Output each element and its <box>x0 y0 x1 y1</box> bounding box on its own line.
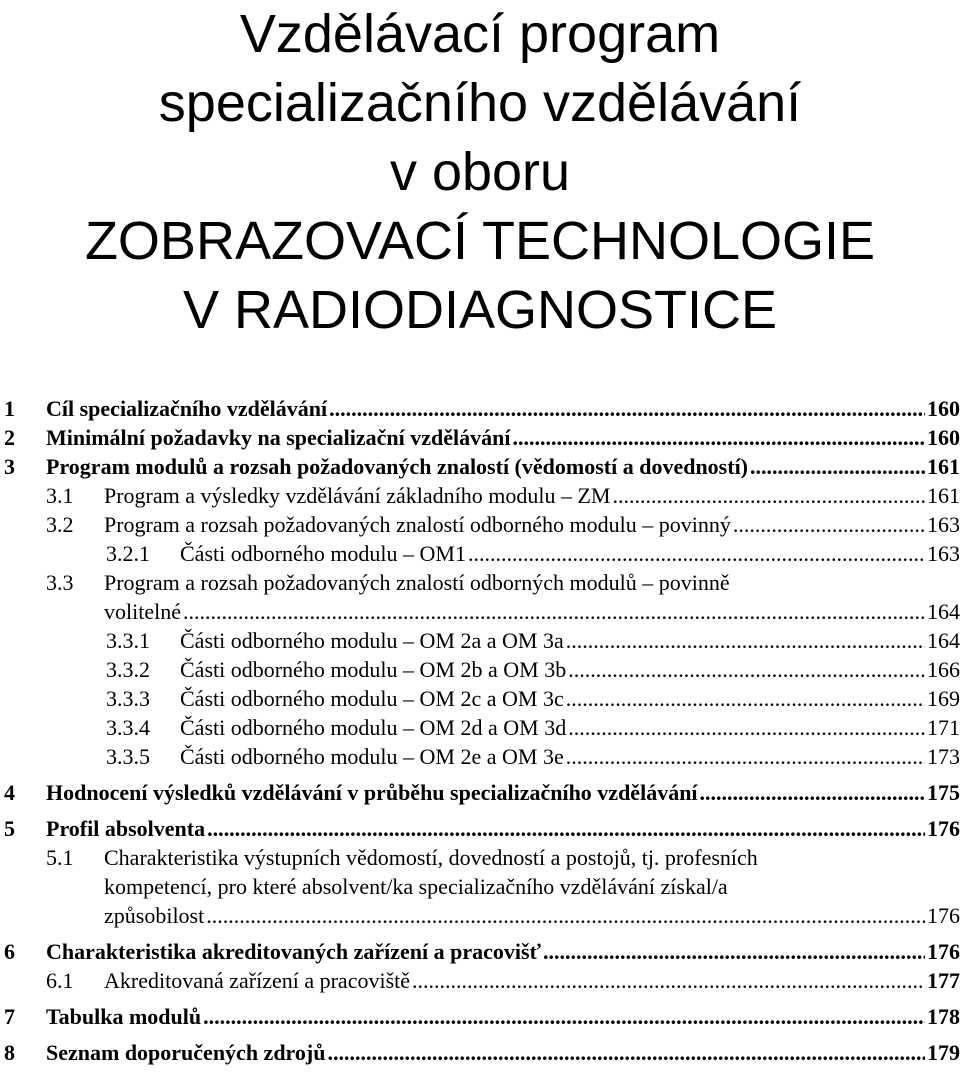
toc-line <box>104 903 960 929</box>
toc-leader <box>329 396 925 422</box>
toc-text: Tabulka modulů <box>46 1004 202 1029</box>
toc-leader <box>566 744 925 770</box>
toc-line <box>180 628 960 654</box>
toc-page: 166 <box>927 657 960 682</box>
toc-line <box>46 1004 960 1030</box>
toc-leader <box>328 1040 926 1066</box>
toc-page: 161 <box>927 483 960 508</box>
toc-number: 5 <box>4 816 15 841</box>
toc-text: Program a rozsah požadovaných znalostí odborných modulů – povinně <box>104 570 730 595</box>
toc-number: 3.3.4 <box>106 715 150 740</box>
toc-text: Části odborného modulu – OM 2d a OM 3d <box>180 715 567 740</box>
title-line: v oboru <box>389 142 571 202</box>
title-line: specializačního vzdělávání <box>158 73 802 133</box>
toc-line <box>46 396 960 422</box>
title-line: Vzdělávací program <box>239 4 721 64</box>
toc-leader <box>207 816 925 842</box>
toc-line <box>46 816 960 842</box>
toc-entry[interactable] <box>0 843 960 872</box>
toc-number: 3.1 <box>46 483 74 508</box>
toc-leader <box>566 628 925 654</box>
toc-leader <box>733 512 925 538</box>
toc-page: 163 <box>927 512 960 537</box>
toc-text: Program modulů a rozsah požadovaných znalostí (vědomostí a dovedností) <box>46 454 749 479</box>
toc-leader <box>183 599 925 625</box>
toc-number: 1 <box>4 396 15 421</box>
document-title <box>0 0 960 345</box>
toc-entry[interactable] <box>0 937 960 966</box>
toc-text: Charakteristika výstupních vědomostí, dovedností a postojů, tj. profesních <box>104 845 758 870</box>
toc-entry[interactable] <box>0 684 960 713</box>
toc-number: 3.2 <box>46 512 74 537</box>
toc-entry[interactable] <box>0 778 960 807</box>
toc-line <box>46 425 960 451</box>
toc-page: 169 <box>927 686 960 711</box>
toc-entry[interactable] <box>0 539 960 568</box>
toc-page: 176 <box>927 816 960 841</box>
toc-number: 2 <box>4 425 15 450</box>
toc-text: Části odborného modulu – OM 2c a OM 3c <box>180 686 564 711</box>
toc-page: 173 <box>927 744 960 769</box>
toc-line <box>104 483 960 509</box>
toc-number: 3.2.1 <box>106 541 150 566</box>
toc-text: Části odborného modulu – OM 2b a OM 3b <box>180 657 567 682</box>
toc-text: Program a rozsah požadovaných znalostí odborného modulu – povinný <box>104 512 731 537</box>
toc-number: 3.3.2 <box>106 657 150 682</box>
toc-entry[interactable] <box>0 481 960 510</box>
toc-line <box>46 454 960 480</box>
toc-entry-continuation[interactable] <box>0 872 960 901</box>
toc-page: 160 <box>927 425 960 450</box>
toc-line <box>104 512 960 538</box>
toc-line <box>104 968 960 994</box>
toc-leader <box>568 715 925 741</box>
toc-entry[interactable] <box>0 1002 960 1031</box>
toc-number: 5.1 <box>46 845 74 870</box>
title-line: V RADIODIAGNOSTICE <box>182 280 778 340</box>
toc-text: Minimální požadavky na specializační vzdělávání <box>46 425 511 450</box>
toc-page: 178 <box>927 1004 960 1029</box>
toc-page: 164 <box>927 628 960 653</box>
toc-text: Cíl specializačního vzdělávání <box>46 396 328 421</box>
toc-number: 4 <box>4 780 15 805</box>
toc-entry[interactable] <box>0 423 960 452</box>
title-line: ZOBRAZOVACÍ TECHNOLOGIE <box>84 211 876 271</box>
toc-leader <box>750 454 925 480</box>
toc-page: 175 <box>927 780 960 805</box>
toc-entry[interactable] <box>0 394 960 423</box>
toc-text: Seznam doporučených zdrojů <box>46 1040 326 1065</box>
table-of-contents <box>0 394 960 1067</box>
toc-leader <box>206 903 925 929</box>
toc-text: Hodnocení výsledků vzdělávání v průběhu specializačního vzdělávání <box>46 780 698 805</box>
toc-page: 176 <box>927 939 960 964</box>
toc-leader <box>613 483 926 509</box>
toc-page: 160 <box>927 396 960 421</box>
toc-line <box>46 939 960 965</box>
toc-line <box>46 1040 960 1066</box>
toc-leader <box>512 425 925 451</box>
toc-text: Program a výsledky vzdělávání základního modulu – ZM <box>104 483 611 508</box>
toc-entry[interactable] <box>0 655 960 684</box>
toc-line <box>180 715 960 741</box>
toc-page: 164 <box>927 599 960 624</box>
toc-page: 163 <box>927 541 960 566</box>
toc-text: Profil absolventa <box>46 816 206 841</box>
toc-entry[interactable] <box>0 713 960 742</box>
toc-page: 179 <box>927 1040 960 1065</box>
toc-number: 3.3 <box>46 570 74 595</box>
toc-entry[interactable] <box>0 568 960 597</box>
toc-page: 161 <box>927 454 960 479</box>
toc-number: 8 <box>4 1040 15 1065</box>
toc-page: 177 <box>927 968 960 993</box>
toc-text: Části odborného modulu – OM 2e a OM 3e <box>180 744 564 769</box>
toc-number: 7 <box>4 1004 15 1029</box>
toc-text: Akreditovaná zařízení a pracoviště <box>104 968 411 993</box>
toc-leader <box>412 968 925 994</box>
toc-page: 176 <box>927 903 960 928</box>
toc-entry[interactable] <box>0 510 960 539</box>
toc-line <box>180 657 960 683</box>
toc-line <box>180 686 960 712</box>
toc-number: 3 <box>4 454 15 479</box>
toc-leader <box>543 939 925 965</box>
toc-line <box>46 780 960 806</box>
toc-text: volitelné <box>104 599 181 624</box>
toc-leader <box>468 541 925 567</box>
toc-entry[interactable] <box>0 742 960 771</box>
toc-page: 171 <box>927 715 960 740</box>
toc-entry[interactable] <box>0 814 960 843</box>
toc-text: způsobilost <box>104 903 205 928</box>
toc-line <box>180 744 960 770</box>
toc-entry-continuation[interactable] <box>0 597 960 626</box>
toc-leader <box>203 1004 925 1030</box>
toc-number: 3.3.3 <box>106 686 150 711</box>
toc-entry[interactable] <box>0 966 960 995</box>
toc-number: 3.3.5 <box>106 744 150 769</box>
toc-number: 3.3.1 <box>106 628 150 653</box>
toc-leader <box>566 686 925 712</box>
toc-leader <box>568 657 925 683</box>
toc-text: Charakteristika akreditovaných zařízení a pracovišť <box>46 939 542 964</box>
toc-entry[interactable] <box>0 1038 960 1067</box>
toc-text: Části odborného modulu – OM1 <box>180 541 466 566</box>
toc-entry[interactable] <box>0 452 960 481</box>
toc-line <box>104 599 960 625</box>
toc-text: Části odborného modulu – OM 2a a OM 3a <box>180 628 564 653</box>
toc-entry[interactable] <box>0 626 960 655</box>
toc-number: 6 <box>4 939 15 964</box>
toc-entry-continuation[interactable] <box>0 901 960 930</box>
toc-text: kompetencí, pro které absolvent/ka specializačního vzdělávání získal/a <box>104 874 728 899</box>
toc-number: 6.1 <box>46 968 74 993</box>
toc-leader <box>700 780 925 806</box>
toc-line <box>180 541 960 567</box>
